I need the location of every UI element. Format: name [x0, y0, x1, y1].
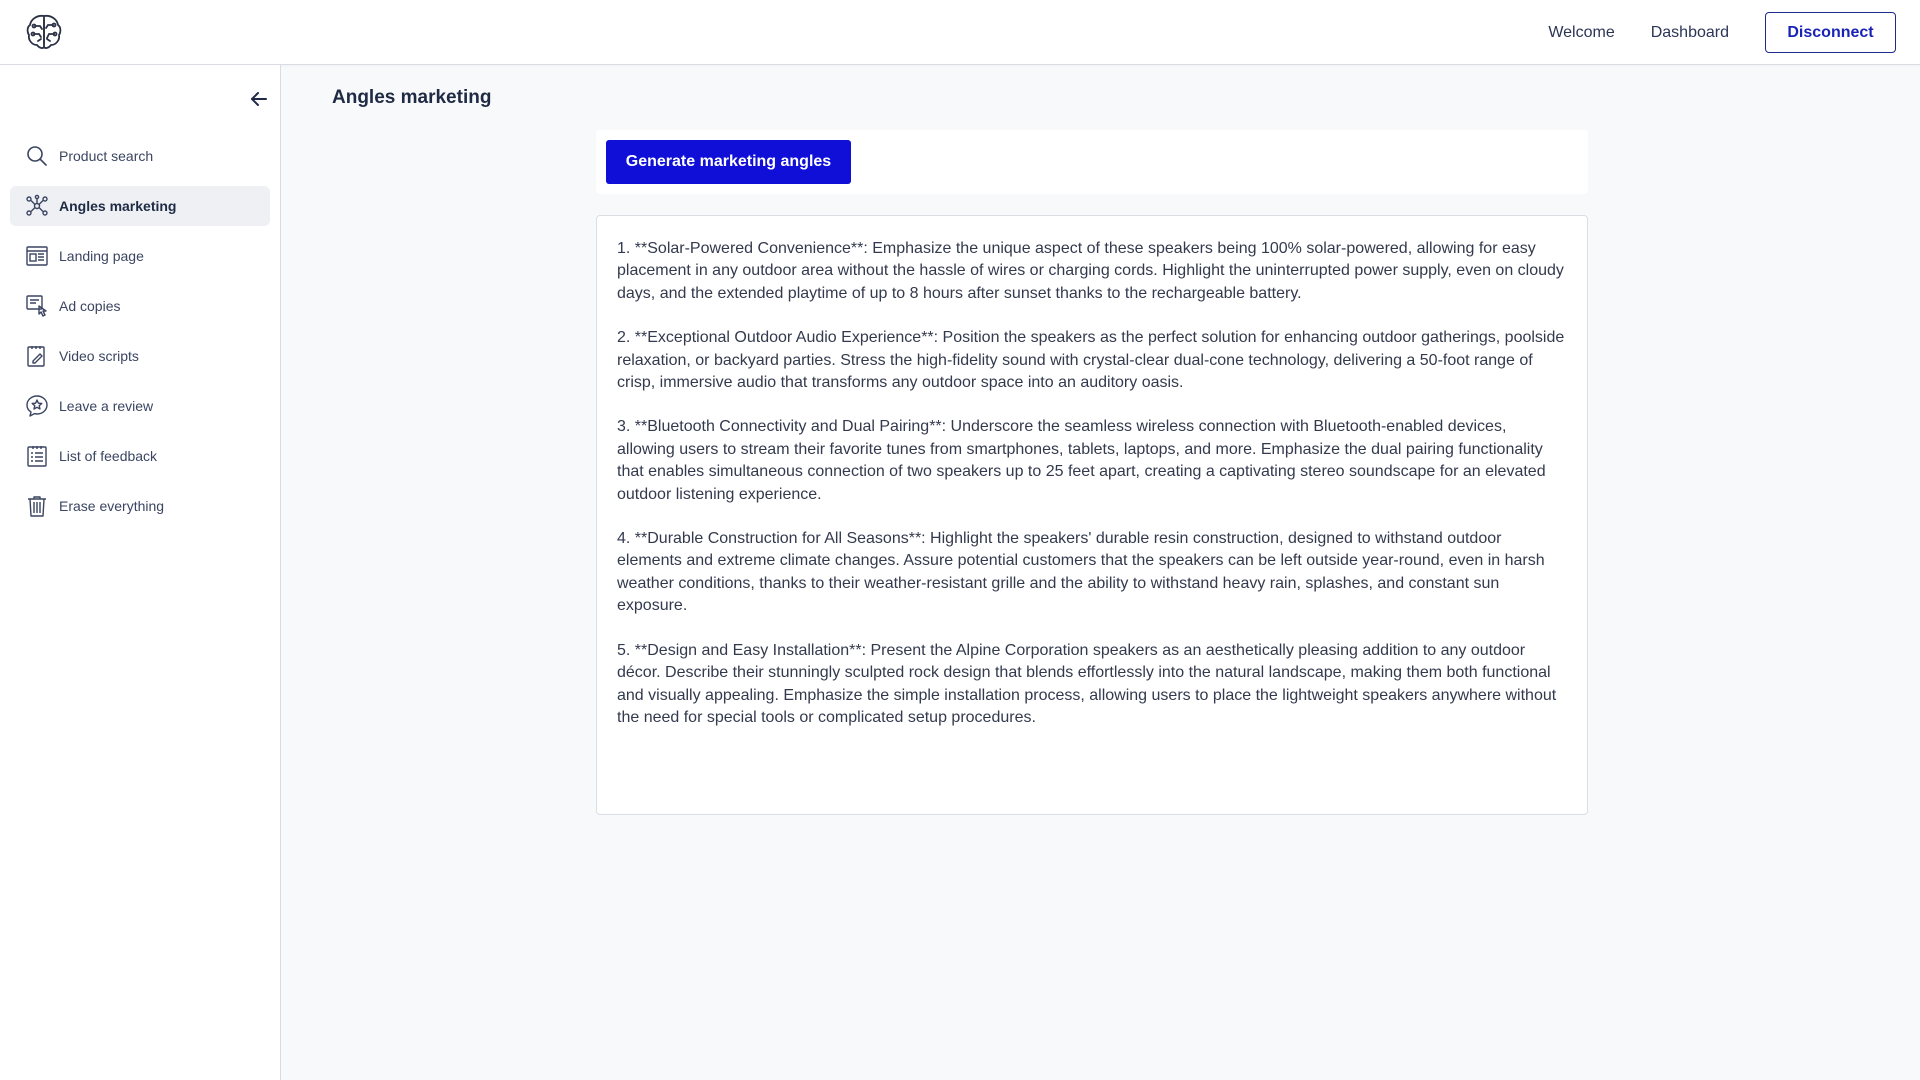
disconnect-button[interactable]: Disconnect: [1765, 12, 1896, 53]
sidebar-item-label: Video scripts: [59, 348, 139, 364]
trash-icon: [25, 494, 49, 518]
sidebar-item-erase-everything[interactable]: [10, 486, 270, 526]
sidebar-item-label: Landing page: [59, 248, 144, 264]
sidebar-item-label: Ad copies: [59, 298, 121, 314]
arrow-left-icon[interactable]: [246, 87, 272, 111]
sidebar-item-label: Product search: [59, 148, 154, 164]
page-title: Angles marketing: [332, 87, 492, 108]
star-bubble-icon: [25, 394, 49, 418]
sidebar-item-angles-marketing[interactable]: [10, 186, 270, 226]
sidebar-item-ad-copies[interactable]: [10, 286, 270, 326]
top-nav: [1548, 12, 1896, 53]
generate-marketing-angles-button[interactable]: Generate marketing angles: [606, 140, 851, 184]
sidebar-item-product-search[interactable]: [10, 136, 270, 176]
sidebar: [0, 65, 281, 1080]
search-icon: [25, 144, 49, 168]
sidebar-item-video-scripts[interactable]: [10, 336, 270, 376]
sidebar-item-label: List of feedback: [59, 448, 158, 464]
sidebar-item-list-of-feedback[interactable]: [10, 436, 270, 476]
sidebar-item-landing-page[interactable]: [10, 236, 270, 276]
brain-circuit-icon[interactable]: [24, 12, 64, 52]
angle-item: 4. **Durable Construction for All Seasons**: Highlight the speakers' durable resin construction, designed to withstand outdoor elements and extreme climate changes. Assure potential customers that the speakers can be left outside year-round, even in harsh weather conditions, thanks to their weather-resistant grille and the ability to withstand heavy rain, splashes, and constant sun exposure.: [617, 530, 1545, 615]
angle-item: 1. **Solar-Powered Convenience**: Emphasize the unique aspect of these speakers being 100% solar-powered, allowing for easy placement in any outdoor area without the hassle of wires or charging cords. Highlight the uninterrupted power supply, even on cloudy days, and the extended playtime of up to 8 hours after sunset thanks to the rechargeable battery.: [617, 240, 1564, 302]
sidebar-item-label: Erase everything: [59, 498, 165, 514]
angle-item: 5. **Design and Easy Installation**: Present the Alpine Corporation speakers as an aesthetically pleasing addition to any outdoor décor. Describe their stunningly sculpted rock design that blends effortlessly into the natural landscape, making them both functional and visually appealing. Emphasize the simple installation process, allowing users to place the lightweight speakers anywhere without the need for special tools or complicated setup procedures.: [617, 641, 1557, 726]
network-nodes-icon: [25, 194, 49, 218]
checklist-icon: [25, 444, 49, 468]
top-bar: [0, 0, 1920, 65]
ad-click-icon: [25, 294, 49, 318]
layout-page-icon: [25, 244, 49, 268]
sidebar-menu: [10, 136, 270, 536]
sidebar-item-label: Angles marketing: [59, 198, 177, 214]
nav-welcome-link[interactable]: Welcome: [1548, 23, 1615, 41]
marketing-angles-output: [596, 215, 1588, 815]
sidebar-item-label: Leave a review: [59, 398, 154, 414]
action-card: [596, 130, 1588, 194]
nav-dashboard-link[interactable]: Dashboard: [1650, 23, 1729, 41]
angle-item: 2. **Exceptional Outdoor Audio Experience**: Position the speakers as the perfect solution for enhancing outdoor gatherings, poolside relaxation, or backyard parties. Stress the high-fidelity sound with crystal-clear dual-cone technology, delivering a 50-foot range of crisp, immersive audio that transforms any outdoor space into an auditory oasis.: [617, 329, 1565, 392]
sidebar-item-leave-a-review[interactable]: [10, 386, 270, 426]
angle-item: 3. **Bluetooth Connectivity and Dual Pairing**: Underscore the seamless wireless connection with Bluetooth-enabled devices, allowing users to stream their favorite tunes from smartphones, tablets, laptops, and more. Emphasize the dual pairing functionality that enables simultaneous connection of two speakers up to 25 feet apart, creating a captivating stereo soundscape for an elevated outdoor listening experience.: [617, 418, 1546, 503]
script-edit-icon: [25, 344, 49, 368]
